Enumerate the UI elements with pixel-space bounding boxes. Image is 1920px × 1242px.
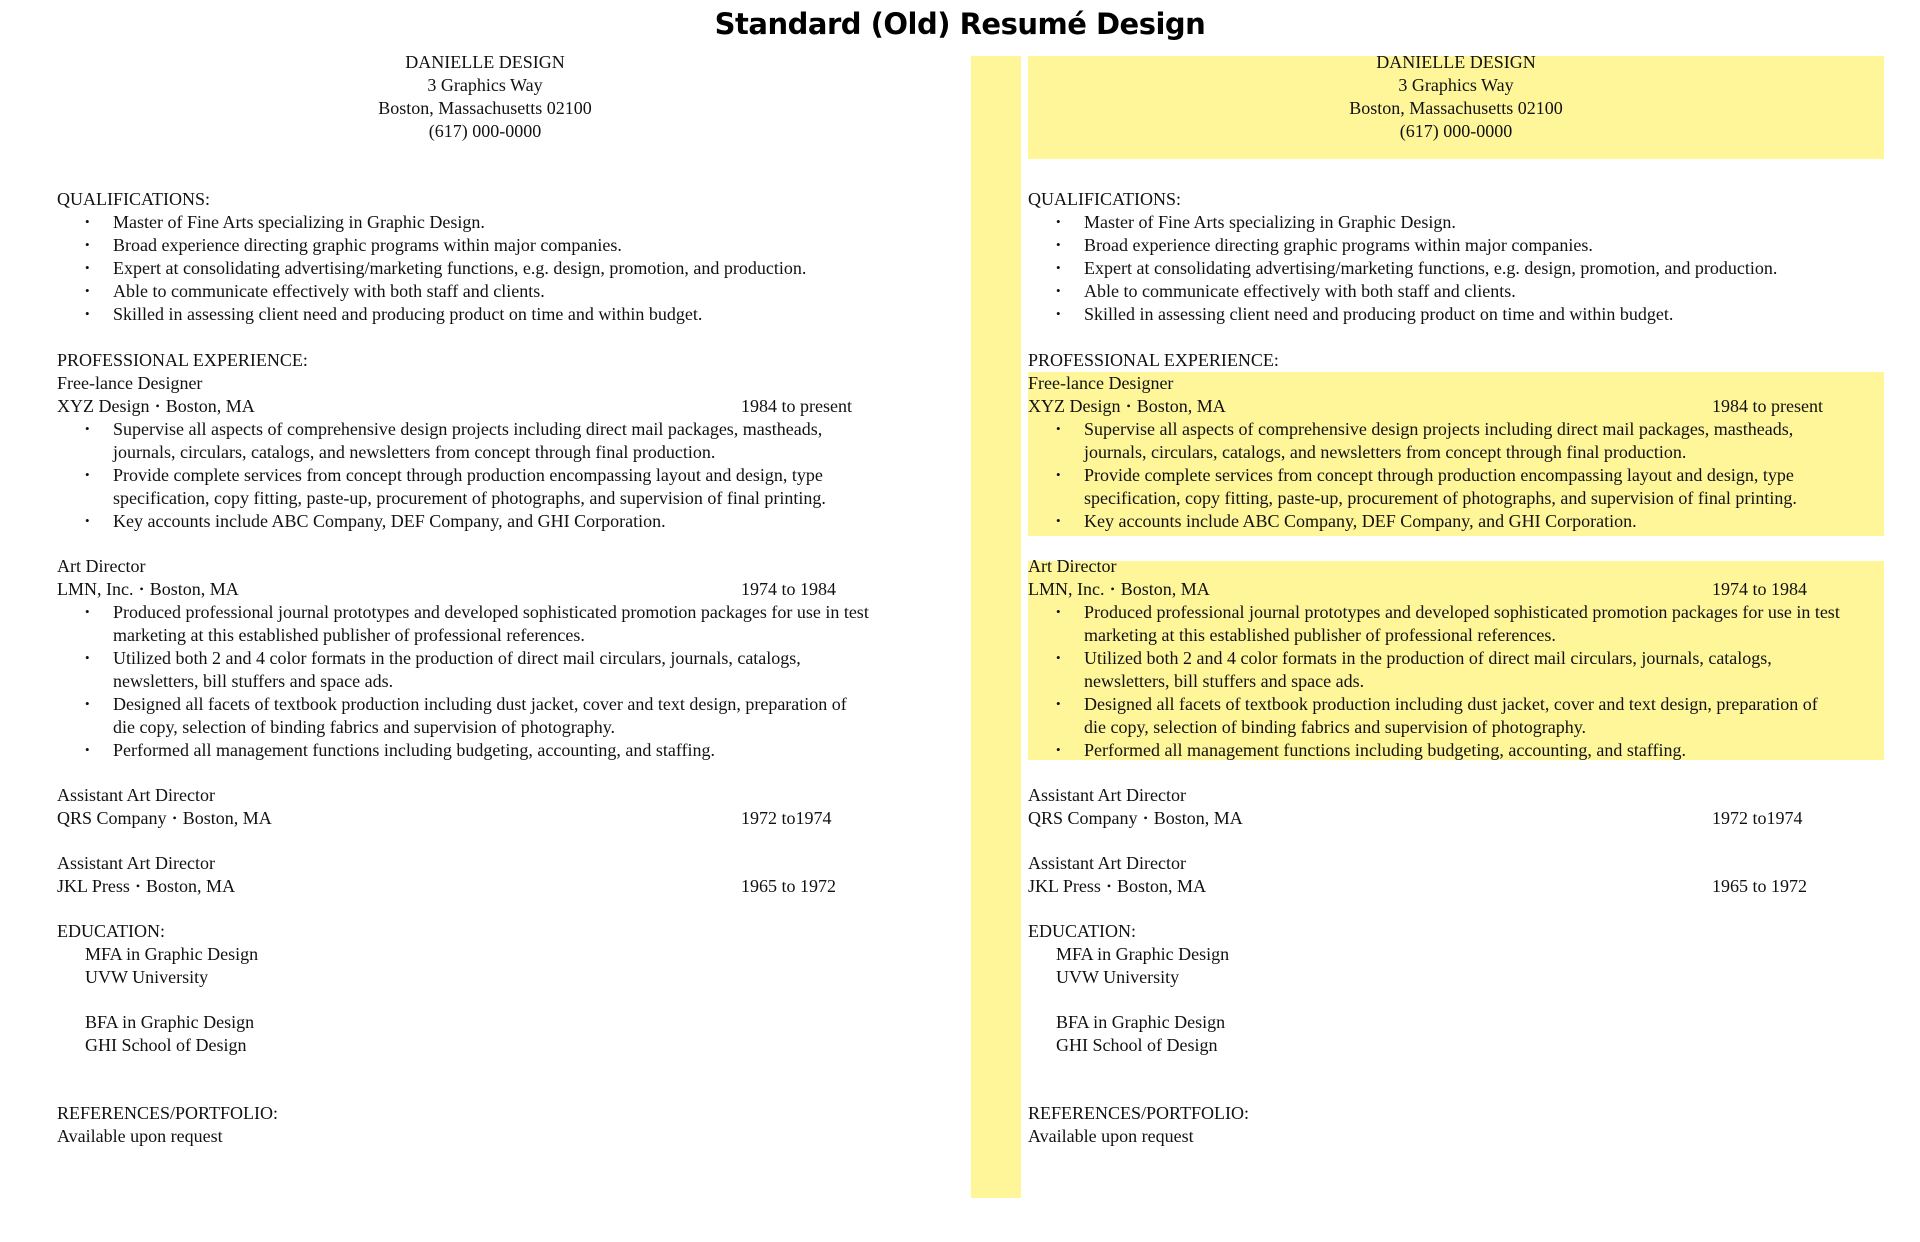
- resume-phone: (617) 000-0000: [1399, 121, 1513, 141]
- bullet-icon: •: [85, 260, 90, 275]
- job-bullet-text: Provide complete services from concept through production encompassing layout and design, type: [1084, 465, 1794, 485]
- job-company: QRS Company: [57, 808, 167, 828]
- education-school: UVW University: [85, 967, 209, 987]
- job-location: Boston, MA: [165, 396, 255, 416]
- job-title: Assistant Art Director: [1028, 785, 1186, 805]
- education-degree: BFA in Graphic Design: [85, 1012, 255, 1032]
- job-title: Assistant Art Director: [57, 785, 215, 805]
- resume-street: 3 Graphics Way: [1398, 75, 1514, 95]
- job-bullet-text: marketing at this established publisher of professional references.: [1084, 625, 1556, 645]
- qualification-text: Master of Fine Arts specializing in Graphic Design.: [113, 212, 485, 232]
- job-location: Boston, MA: [1153, 808, 1243, 828]
- job-title: Assistant Art Director: [57, 853, 215, 873]
- resume-name: DANIELLE DESIGN: [1376, 52, 1536, 72]
- bullet-icon: •: [1056, 237, 1061, 252]
- job-company: JKL Press: [57, 876, 130, 896]
- references-heading: REFERENCES/PORTFOLIO:: [1028, 1103, 1249, 1123]
- job-company-line: [1028, 807, 1243, 830]
- job-location: Boston, MA: [1117, 876, 1207, 896]
- page-title: Standard (Old) Resumé Design: [714, 7, 1206, 41]
- experience-heading: PROFESSIONAL EXPERIENCE:: [57, 350, 308, 370]
- education-school: GHI School of Design: [1056, 1035, 1218, 1055]
- job-location: Boston, MA: [182, 808, 272, 828]
- bullet-icon: •: [1056, 604, 1061, 619]
- job-location: Boston, MA: [1136, 396, 1226, 416]
- qualification-text: Able to communicate effectively with both staff and clients.: [113, 281, 545, 301]
- separator-icon: •: [1110, 582, 1115, 596]
- separator-icon: •: [1143, 811, 1148, 825]
- job-bullet-text: Supervise all aspects of comprehensive design projects including direct mail packages, mastheads,: [113, 419, 823, 439]
- job-bullet-text: Performed all management functions including budgeting, accounting, and staffing.: [113, 740, 716, 760]
- job-bullet-text: Designed all facets of textbook production including dust jacket, cover and text design, preparation of: [113, 694, 847, 714]
- job-title: Free-lance Designer: [1028, 373, 1174, 393]
- job-bullet-text: newsletters, bill stuffers and space ads.: [1084, 671, 1365, 691]
- bullet-icon: •: [1056, 513, 1061, 528]
- job-bullet-text: Utilized both 2 and 4 color formats in the production of direct mail circulars, journals, catalogs,: [1084, 648, 1772, 668]
- bullet-icon: •: [85, 237, 90, 252]
- job-bullet-text: Provide complete services from concept through production encompassing layout and design, type: [113, 465, 823, 485]
- resume-city: Boston, Massachusetts 02100: [1349, 98, 1563, 118]
- job-dates: 1965 to 1972: [741, 876, 837, 896]
- education-heading: EDUCATION:: [1028, 921, 1136, 941]
- separator-icon: •: [1106, 879, 1112, 893]
- qualification-text: Skilled in assessing client need and producing product on time and within budget.: [113, 304, 703, 324]
- job-bullet-text: Produced professional journal prototypes and developed sophisticated promotion packages for use in test: [1084, 602, 1840, 622]
- job-bullet-text: journals, circulars, catalogs, and newsletters from concept through final production.: [113, 442, 716, 462]
- job-company: XYZ Design: [57, 396, 150, 416]
- job-bullet-text: die copy, selection of binding fabrics and supervision of photography.: [113, 717, 616, 737]
- qualifications-heading: QUALIFICATIONS:: [1028, 189, 1181, 209]
- bullet-icon: •: [85, 467, 90, 482]
- job-location: Boston, MA: [149, 579, 239, 599]
- qualification-text: Broad experience directing graphic programs within major companies.: [1084, 235, 1593, 255]
- job-bullet-text: newsletters, bill stuffers and space ads.: [113, 671, 394, 691]
- bullet-icon: •: [1056, 467, 1061, 482]
- job-bullet-text: marketing at this established publisher of professional references.: [113, 625, 585, 645]
- job-bullet-text: specification, copy fitting, paste-up, procurement of photographs, and supervision of final printing.: [113, 488, 826, 508]
- bullet-icon: •: [85, 604, 90, 619]
- bullet-icon: •: [85, 513, 90, 528]
- job-location: Boston, MA: [1120, 579, 1210, 599]
- education-school: GHI School of Design: [85, 1035, 247, 1055]
- experience-heading: PROFESSIONAL EXPERIENCE:: [1028, 350, 1279, 370]
- job-dates: 1984 to present: [741, 396, 852, 416]
- job-dates: 1972 to1974: [741, 808, 832, 828]
- bullet-icon: •: [1056, 214, 1061, 229]
- separator-icon: •: [135, 879, 141, 893]
- job-title: Art Director: [57, 556, 146, 576]
- bullet-icon: •: [85, 696, 90, 711]
- job-bullet-text: die copy, selection of binding fabrics and supervision of photography.: [1084, 717, 1587, 737]
- references-heading: REFERENCES/PORTFOLIO:: [57, 1103, 278, 1123]
- education-degree: BFA in Graphic Design: [1056, 1012, 1226, 1032]
- job-dates: 1972 to1974: [1712, 808, 1803, 828]
- separator-icon: •: [172, 811, 177, 825]
- job-dates: 1984 to present: [1712, 396, 1823, 416]
- bullet-icon: •: [1056, 421, 1061, 436]
- job-company: LMN, Inc.: [57, 579, 134, 599]
- qualification-text: Expert at consolidating advertising/marketing functions, e.g. design, promotion, and production.: [1084, 258, 1778, 278]
- job-bullet-text: Designed all facets of textbook production including dust jacket, cover and text design, preparation of: [1084, 694, 1818, 714]
- separator-icon: •: [1126, 399, 1131, 413]
- bullet-icon: •: [1056, 306, 1061, 321]
- job-company: QRS Company: [1028, 808, 1138, 828]
- references-text: Available upon request: [57, 1126, 223, 1146]
- bullet-icon: •: [1056, 696, 1061, 711]
- bullet-icon: •: [85, 306, 90, 321]
- job-bullet-text: Performed all management functions including budgeting, accounting, and staffing.: [1084, 740, 1687, 760]
- bullet-icon: •: [85, 283, 90, 298]
- job-company: JKL Press: [1028, 876, 1101, 896]
- job-bullet-text: specification, copy fitting, paste-up, procurement of photographs, and supervision of final printing.: [1084, 488, 1797, 508]
- bullet-icon: •: [85, 214, 90, 229]
- job-company-line: [1028, 395, 1226, 418]
- job-dates: 1974 to 1984: [741, 579, 837, 599]
- qualification-text: Skilled in assessing client need and producing product on time and within budget.: [1084, 304, 1674, 324]
- bullet-icon: •: [1056, 260, 1061, 275]
- qualification-text: Master of Fine Arts specializing in Graphic Design.: [1084, 212, 1456, 232]
- job-title: Assistant Art Director: [1028, 853, 1186, 873]
- separator-icon: •: [155, 399, 160, 413]
- job-company-line: [1028, 578, 1210, 601]
- qualification-text: Able to communicate effectively with both staff and clients.: [1084, 281, 1516, 301]
- bullet-icon: •: [1056, 650, 1061, 665]
- resume-name: DANIELLE DESIGN: [405, 52, 565, 72]
- education-degree: MFA in Graphic Design: [85, 944, 259, 964]
- job-bullet-text: Supervise all aspects of comprehensive design projects including direct mail packages, mastheads,: [1084, 419, 1794, 439]
- job-bullet-text: Produced professional journal prototypes and developed sophisticated promotion packages for use in test: [113, 602, 869, 622]
- education-school: UVW University: [1056, 967, 1180, 987]
- qualification-text: Broad experience directing graphic programs within major companies.: [113, 235, 622, 255]
- job-title: Free-lance Designer: [57, 373, 203, 393]
- job-location: Boston, MA: [146, 876, 236, 896]
- bullet-icon: •: [85, 742, 90, 757]
- job-dates: 1974 to 1984: [1712, 579, 1808, 599]
- resume-city: Boston, Massachusetts 02100: [378, 98, 592, 118]
- education-degree: MFA in Graphic Design: [1056, 944, 1230, 964]
- qualifications-heading: QUALIFICATIONS:: [57, 189, 210, 209]
- bullet-icon: •: [85, 421, 90, 436]
- separator-icon: •: [139, 582, 144, 596]
- job-company-line: [1028, 875, 1206, 898]
- education-heading: EDUCATION:: [57, 921, 165, 941]
- job-bullet-text: Key accounts include ABC Company, DEF Company, and GHI Corporation.: [1084, 511, 1637, 531]
- bullet-icon: •: [1056, 742, 1061, 757]
- highlight-margin-stripe: [971, 56, 1021, 1198]
- bullet-icon: •: [1056, 283, 1061, 298]
- job-dates: 1965 to 1972: [1712, 876, 1808, 896]
- job-bullet-text: Key accounts include ABC Company, DEF Company, and GHI Corporation.: [113, 511, 666, 531]
- references-text: Available upon request: [1028, 1126, 1194, 1146]
- bullet-icon: •: [85, 650, 90, 665]
- job-bullet-text: journals, circulars, catalogs, and newsletters from concept through final production.: [1084, 442, 1687, 462]
- resume-phone: (617) 000-0000: [428, 121, 542, 141]
- qualification-text: Expert at consolidating advertising/marketing functions, e.g. design, promotion, and production.: [113, 258, 807, 278]
- job-title: Art Director: [1028, 556, 1117, 576]
- job-company: LMN, Inc.: [1028, 579, 1105, 599]
- job-company: XYZ Design: [1028, 396, 1121, 416]
- job-bullet-text: Utilized both 2 and 4 color formats in the production of direct mail circulars, journals, catalogs,: [113, 648, 801, 668]
- resume-street: 3 Graphics Way: [427, 75, 543, 95]
